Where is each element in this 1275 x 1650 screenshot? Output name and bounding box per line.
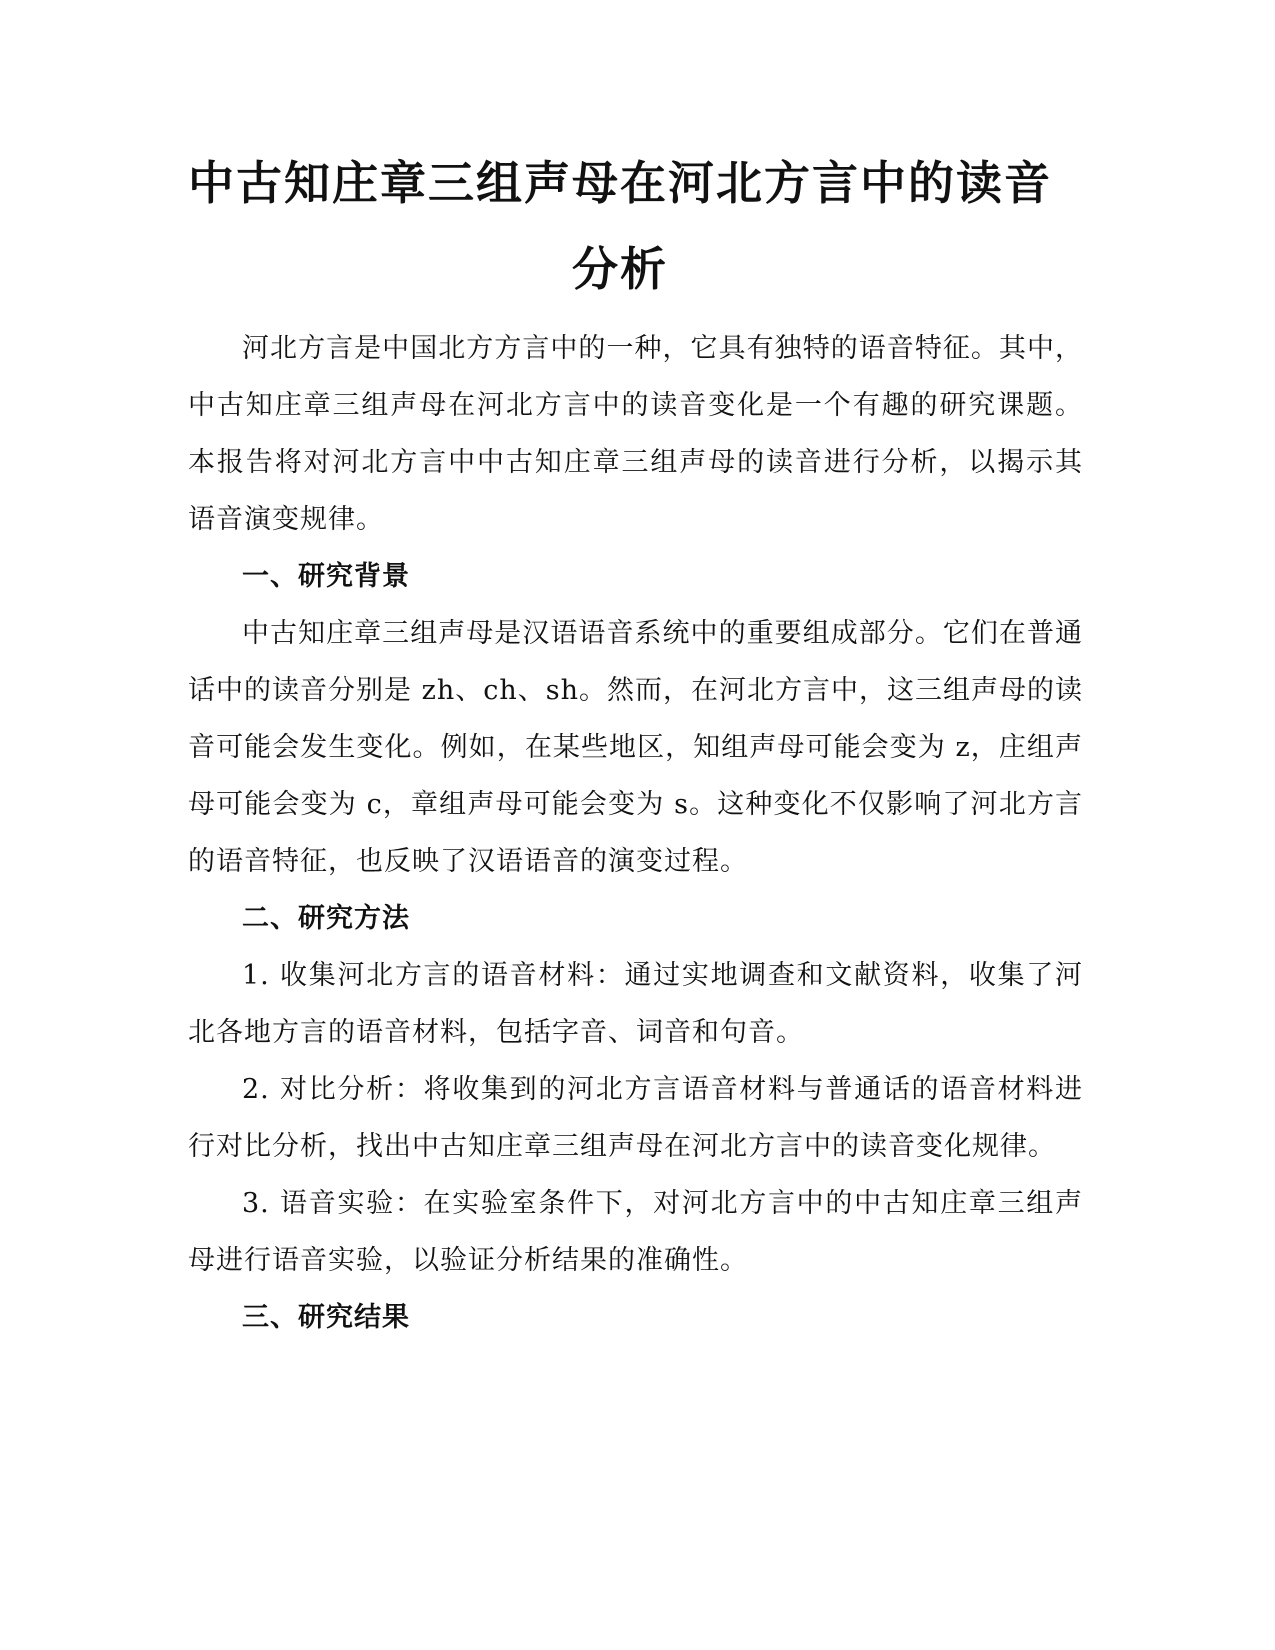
section-heading-results: 三、研究结果 <box>242 1302 410 1333</box>
intro-paragraph: 河北方言是中国北方方言中的一种，它具有独特的语音特征。其中，中古知庄章三组声母在河北方言中的读音变化是一个有趣的研究课题。本报告将对河北方言中中古知庄章三组声母的读音进行分析，以揭示其语音演变规律。 <box>188 333 1083 535</box>
section-heading-background: 一、研究背景 <box>242 561 410 592</box>
method-item-1: 1. 收集河北方言的语音材料：通过实地调查和文献资料，收集了河北各地方言的语音材料，包括字音、词音和句音。 <box>188 960 1083 1048</box>
section-heading-methods: 二、研究方法 <box>242 903 410 934</box>
document-title: 中古知庄章三组声母在河北方言中的读音分析 <box>188 156 1052 296</box>
method-item-3: 3. 语音实验：在实验室条件下，对河北方言中的中古知庄章三组声母进行语音实验，以验证分析结果的准确性。 <box>188 1188 1083 1276</box>
document-body <box>188 320 1083 1346</box>
background-paragraph: 中古知庄章三组声母是汉语语音系统中的重要组成部分。它们在普通话中的读音分别是 zh、ch、sh。然而，在河北方言中，这三组声母的读音可能会发生变化。例如，在某些地区，知组声母可能会变为 z，庄组声母可能会变为 c，章组声母可能会变为 s。这种变化不仅影响了河北方言的语音特征，也反映了汉语语音的演变过程。 <box>188 618 1083 877</box>
method-item-2: 2. 对比分析：将收集到的河北方言语音材料与普通话的语音材料进行对比分析，找出中古知庄章三组声母在河北方言中的读音变化规律。 <box>188 1074 1083 1162</box>
